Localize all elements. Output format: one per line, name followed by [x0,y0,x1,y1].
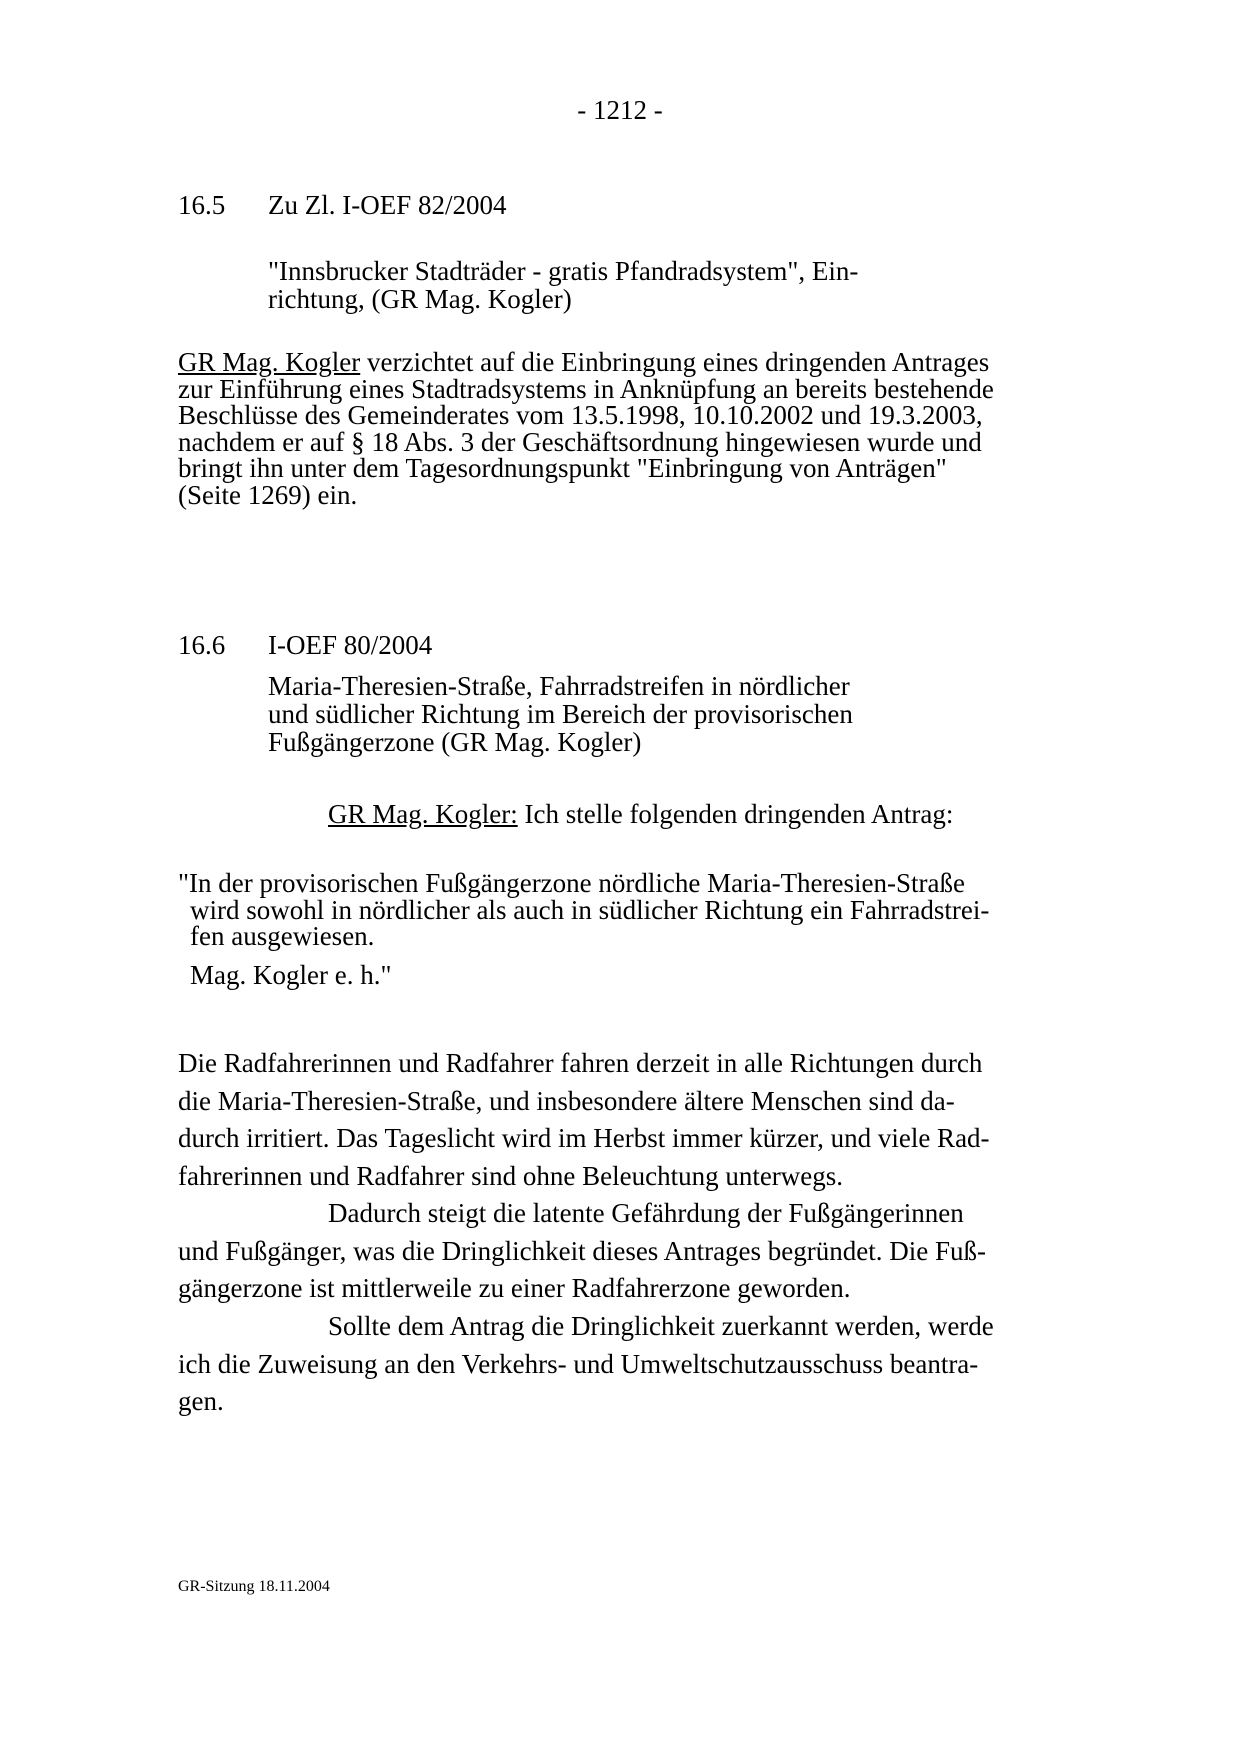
title-line: richtung, (GR Mag. Kogler) [268,284,572,314]
speaker-name: GR Mag. Kogler: [328,799,518,829]
paragraph-line: fahrerinnen und Radfahrer sind ohne Beleuchtung unterwegs. [178,1160,844,1191]
title-line: Maria-Theresien-Straße, Fahrradstreifen in nördlicher [268,671,850,701]
motion-quote [178,870,1066,950]
paragraph-line: die Maria-Theresien-Straße, und insbesondere ältere Menschen sind da- [178,1085,955,1116]
quote-line: wird sowohl in nördlicher als auch in südlicher Richtung ein Fahrradstrei- [190,894,990,925]
section-heading: Zu Zl. I-OEF 82/2004 [268,190,507,220]
quote-line: fen ausgewiesen. [190,921,375,951]
paragraph-line: (Seite 1269) ein. [178,479,358,510]
justification-paragraph [178,1308,1066,1421]
section-paragraph [178,349,1066,508]
paragraph-line: GR Mag. Kogler verzichtet auf die Einbringung eines dringenden Antrages [178,347,990,377]
paragraph-line: gen. [178,1386,224,1416]
page-number: - 1212 - [577,95,663,125]
paragraph-line: und Fußgänger, was die Dringlichkeit dieses Antrages begründet. Die Fuß- [178,1235,986,1266]
title-line: Fußgängerzone (GR Mag. Kogler) [268,727,642,757]
paragraph-line: Die Radfahrerinnen und Radfahrer fahren derzeit in alle Richtungen durch [178,1048,983,1078]
paragraph-line: Beschlüsse des Gemeinderates vom 13.5.1998, 10.10.2002 und 19.3.2003, [178,400,983,430]
paragraph-line: Sollte dem Antrag die Dringlichkeit zuerkannt werden, werde [328,1311,994,1341]
section-number: 16.6 [178,630,226,660]
signature: Mag. Kogler e. h." [190,960,392,990]
section-title [268,257,928,313]
paragraph-line: Dadurch steigt die latente Gefährdung der Fußgängerinnen [328,1198,964,1228]
paragraph-line: gängerzone ist mittlerweile zu einer Radfahrerzone geworden. [178,1273,851,1303]
paragraph-line: nachdem er auf § 18 Abs. 3 der Geschäftsordnung hingewiesen wurde und [178,426,982,457]
paragraph-line: durch irritiert. Das Tageslicht wird im Herbst immer kürzer, und viele Rad- [178,1123,990,1153]
section-number: 16.5 [178,190,226,220]
quote-line: "In der provisorischen Fußgängerzone nördliche Maria-Theresien-Straße [178,868,965,898]
justification-paragraph [178,1195,1066,1308]
justification-paragraph [178,1045,1066,1195]
section-title [268,672,928,756]
footer: GR-Sitzung 18.11.2004 [178,1578,330,1595]
paragraph-line: bringt ihn unter dem Tagesordnungspunkt "Einbringung von Anträgen" [178,453,947,483]
motion-intro: GR Mag. Kogler: Ich stelle folgenden dringenden Antrag: [328,799,954,829]
section-heading: I-OEF 80/2004 [268,630,433,660]
title-line: "Innsbrucker Stadträder - gratis Pfandradsystem", Ein- [268,256,859,286]
speaker-name: GR Mag. Kogler [178,347,361,377]
paragraph-line: zur Einführung eines Stadtradsystems in Anknüpfung an bereits bestehende [178,373,994,404]
paragraph-line: ich die Zuweisung an den Verkehrs- und Umweltschutzausschuss beantra- [178,1348,979,1379]
title-line: und südlicher Richtung im Bereich der provisorischen [268,699,853,729]
